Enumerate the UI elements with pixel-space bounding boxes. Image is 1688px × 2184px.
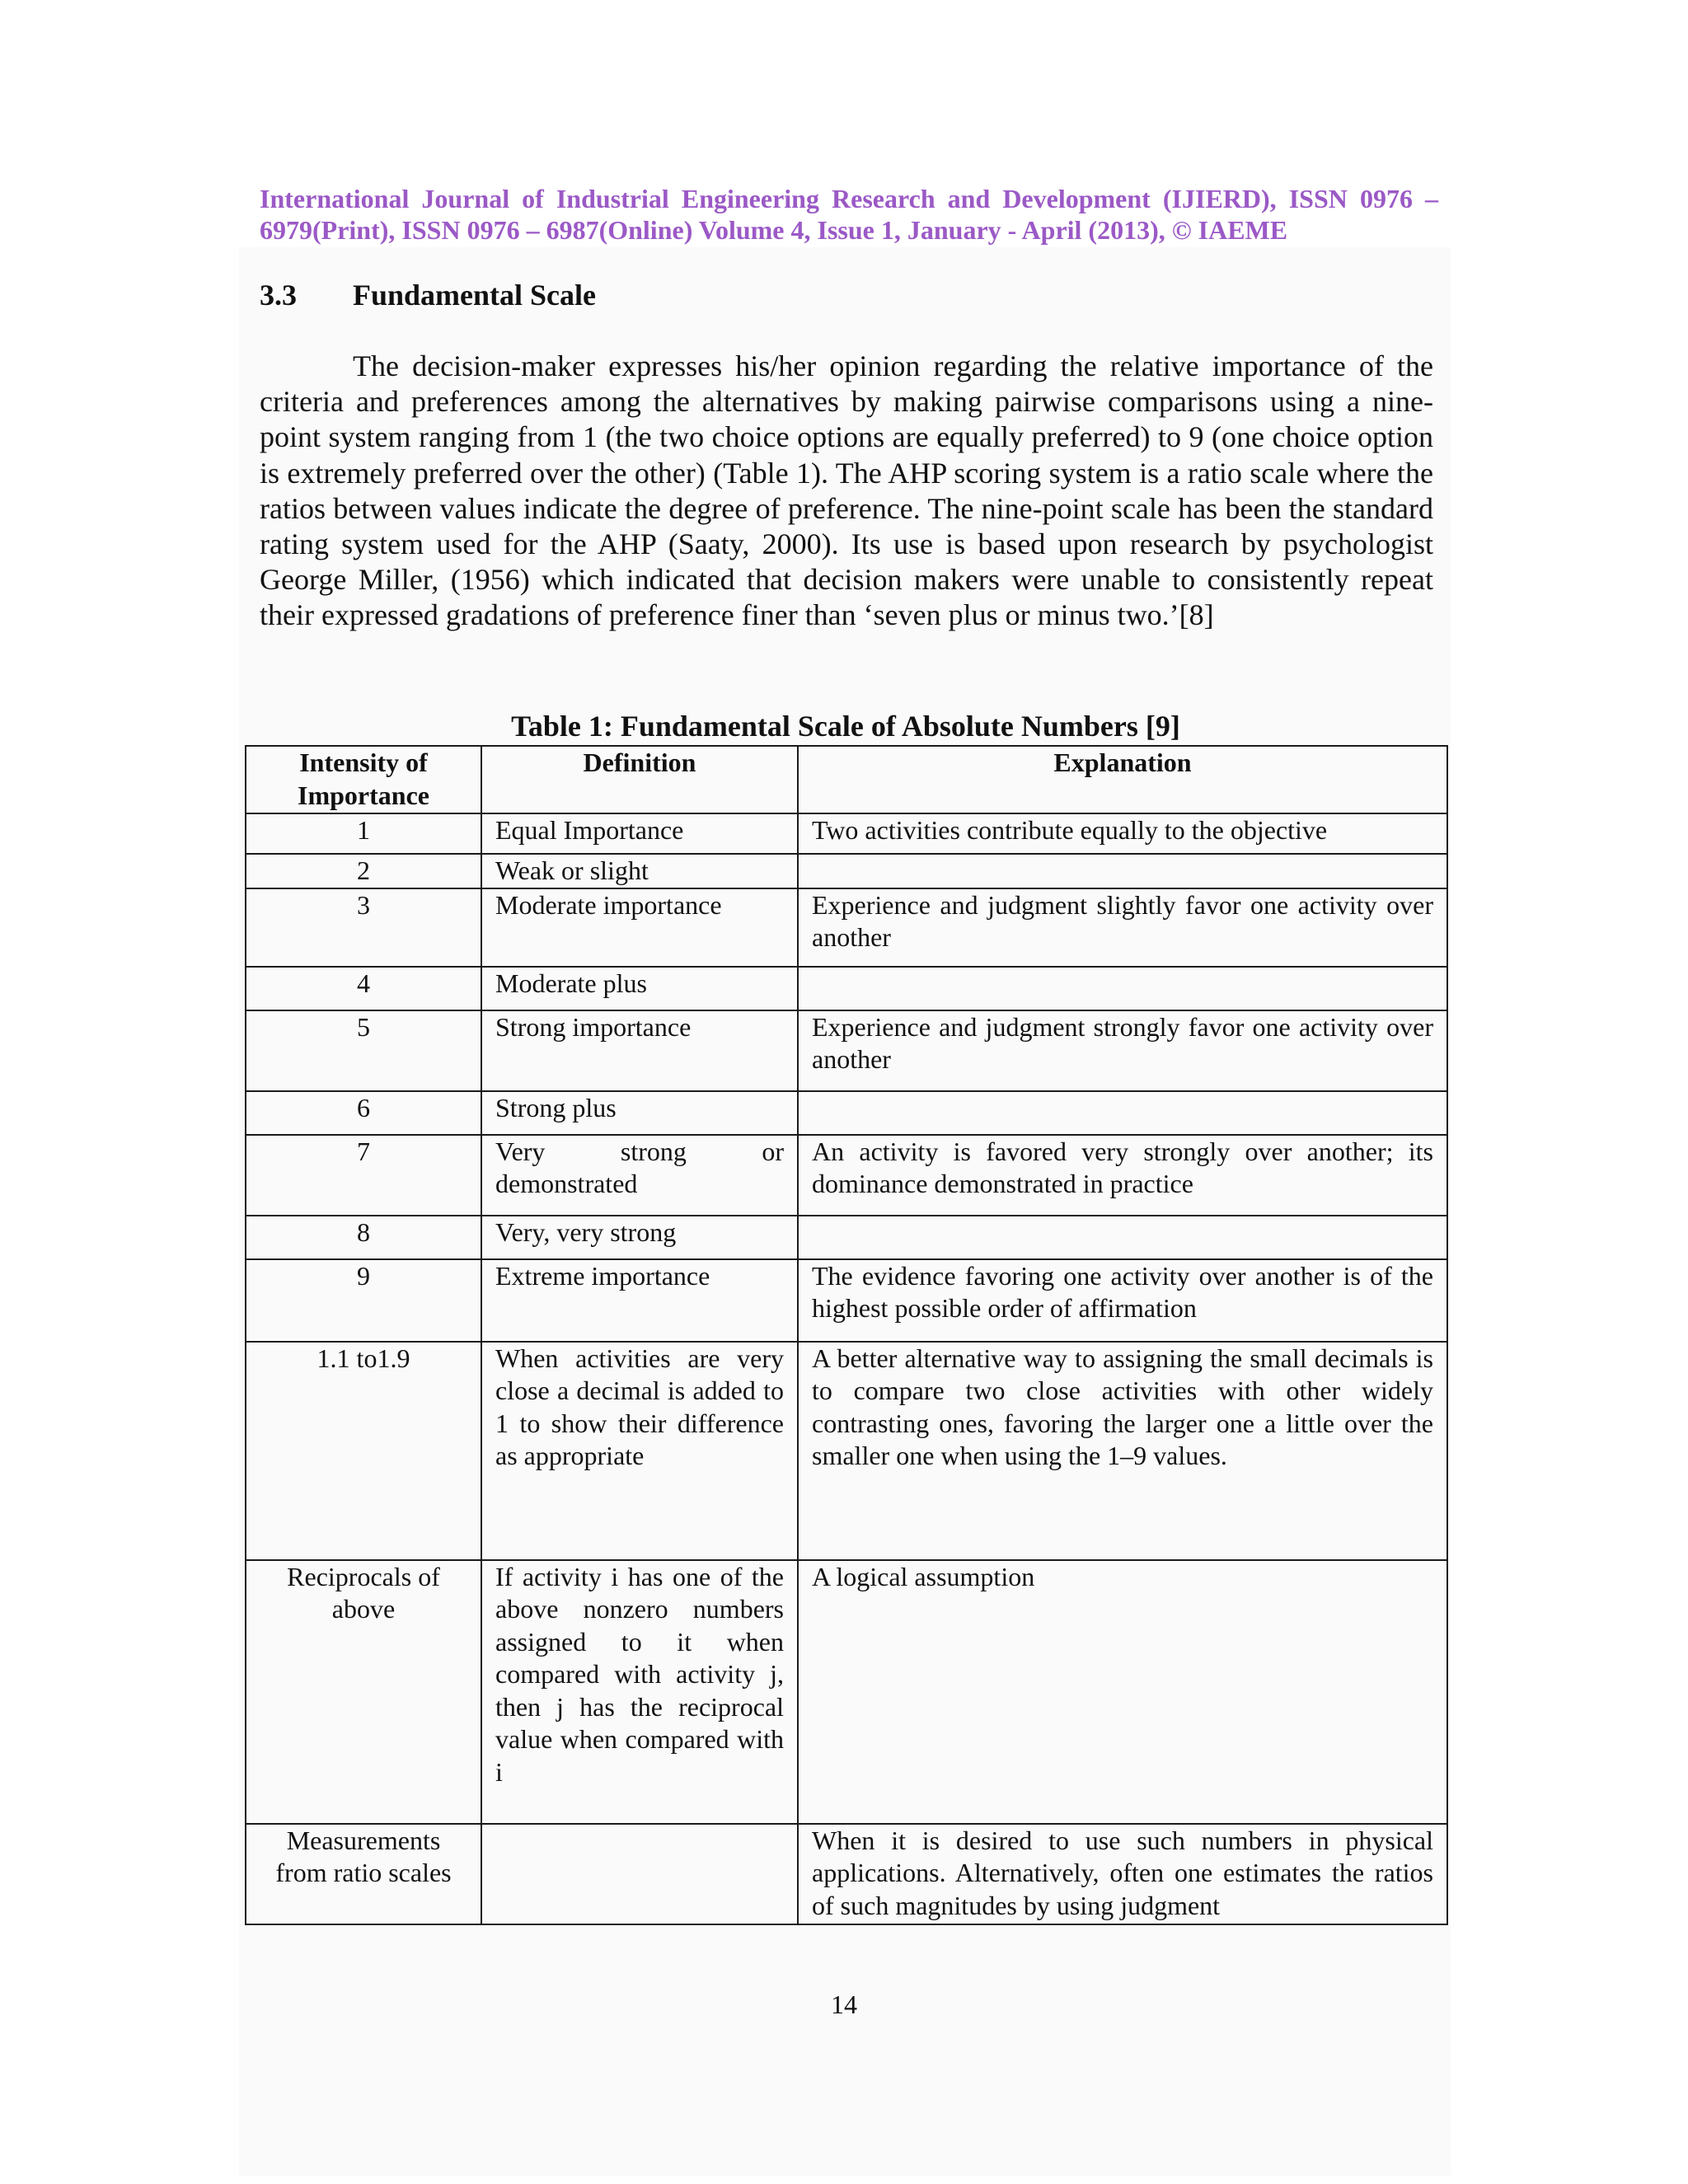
definition-cell: Moderate importance <box>481 888 798 967</box>
explanation-cell: Experience and judgment slightly favor one activity over another <box>798 888 1447 967</box>
intensity-cell: 7 <box>246 1135 481 1216</box>
explanation-cell <box>798 967 1447 1010</box>
section-title: Fundamental Scale <box>353 279 597 312</box>
definition-cell: If activity i has one of the above nonzero numbers assigned to it when compared with activity j, then j has the reciprocal value when compared with i <box>481 1560 798 1824</box>
section-heading <box>260 277 596 313</box>
table-row <box>246 1135 1447 1216</box>
fundamental-scale-table <box>245 745 1448 1925</box>
explanation-cell: When it is desired to use such numbers in physical applications. Alternatively, often one estimates the ratios of such magnitudes by using judgment <box>798 1824 1447 1924</box>
intensity-cell: 6 <box>246 1091 481 1135</box>
explanation-cell: An activity is favored very strongly over another; its dominance demonstrated in practice <box>798 1135 1447 1216</box>
explanation-cell: Two activities contribute equally to the objective <box>798 813 1447 854</box>
table-row <box>246 854 1447 888</box>
section-number: 3.3 <box>260 279 297 312</box>
explanation-cell: Experience and judgment strongly favor one activity over another <box>798 1010 1447 1091</box>
header-definition: Definition <box>481 746 798 813</box>
definition-cell: Moderate plus <box>481 967 798 1010</box>
definition-cell <box>481 1824 798 1924</box>
intensity-cell: Measurements from ratio scales <box>246 1824 481 1924</box>
definition-cell: Weak or slight <box>481 854 798 888</box>
table-header-row <box>246 746 1447 813</box>
table-row <box>246 1342 1447 1560</box>
header-intensity: Intensity of Importance <box>246 746 481 813</box>
table-row <box>246 1560 1447 1824</box>
table-row <box>246 1824 1447 1924</box>
table-row <box>246 813 1447 854</box>
intensity-cell: 2 <box>246 854 481 888</box>
journal-header: International Journal of Industrial Engineering Research and Development (IJIERD), ISSN 0976 – 6979(Print), ISSN 0976 – 6987(Online) Volume 4, Issue 1, January - April (2013), © IAEME <box>260 184 1438 245</box>
table-row <box>246 967 1447 1010</box>
intensity-cell: 3 <box>246 888 481 967</box>
definition-cell: Strong plus <box>481 1091 798 1135</box>
explanation-cell: The evidence favoring one activity over another is of the highest possible order of affirmation <box>798 1259 1447 1342</box>
table-row <box>246 1216 1447 1259</box>
intensity-cell: Reciprocals of above <box>246 1560 481 1824</box>
definition-cell: Very strong or demonstrated <box>481 1135 798 1216</box>
header-explanation: Explanation <box>798 746 1447 813</box>
explanation-cell <box>798 1091 1447 1135</box>
intensity-cell: 9 <box>246 1259 481 1342</box>
definition-cell: Extreme importance <box>481 1259 798 1342</box>
definition-cell: Strong importance <box>481 1010 798 1091</box>
table-row <box>246 1010 1447 1091</box>
definition-cell: Very, very strong <box>481 1216 798 1259</box>
table-row <box>246 1091 1447 1135</box>
explanation-cell: A logical assumption <box>798 1560 1447 1824</box>
intensity-cell: 1.1 to1.9 <box>246 1342 481 1560</box>
definition-cell: When activities are very close a decimal is added to 1 to show their difference as appropriate <box>481 1342 798 1560</box>
table-row <box>246 888 1447 967</box>
body-paragraph: The decision-maker expresses his/her opinion regarding the relative importance of the criteria and preferences among the alternatives by making pairwise comparisons using a nine-point system ranging from 1 (the two choice options are equally preferred) to 9 (one choice option is extremely preferred over the other) (Table 1). The AHP scoring system is a ratio scale where the ratios between values indicate the degree of preference. The nine-point scale has been the standard rating system used for the AHP (Saaty, 2000). Its use is based upon research by psychologist George Miller, (1956) which indicated that decision makers were unable to consistently repeat their expressed gradations of preference finer than ‘seven plus or minus two.’[8] <box>260 349 1433 632</box>
intensity-cell: 5 <box>246 1010 481 1091</box>
intensity-cell: 4 <box>246 967 481 1010</box>
table-row <box>246 1259 1447 1342</box>
intensity-cell: 1 <box>246 813 481 854</box>
explanation-cell <box>798 854 1447 888</box>
explanation-cell: A better alternative way to assigning the small decimals is to compare two close activities with other widely contrasting ones, favoring the larger one a little over the smaller one when using the 1–9 values. <box>798 1342 1447 1560</box>
page-number: 14 <box>831 1990 857 2019</box>
intensity-cell: 8 <box>246 1216 481 1259</box>
table-caption: Table 1: Fundamental Scale of Absolute Numbers [9] <box>511 710 1180 743</box>
explanation-cell <box>798 1216 1447 1259</box>
definition-cell: Equal Importance <box>481 813 798 854</box>
